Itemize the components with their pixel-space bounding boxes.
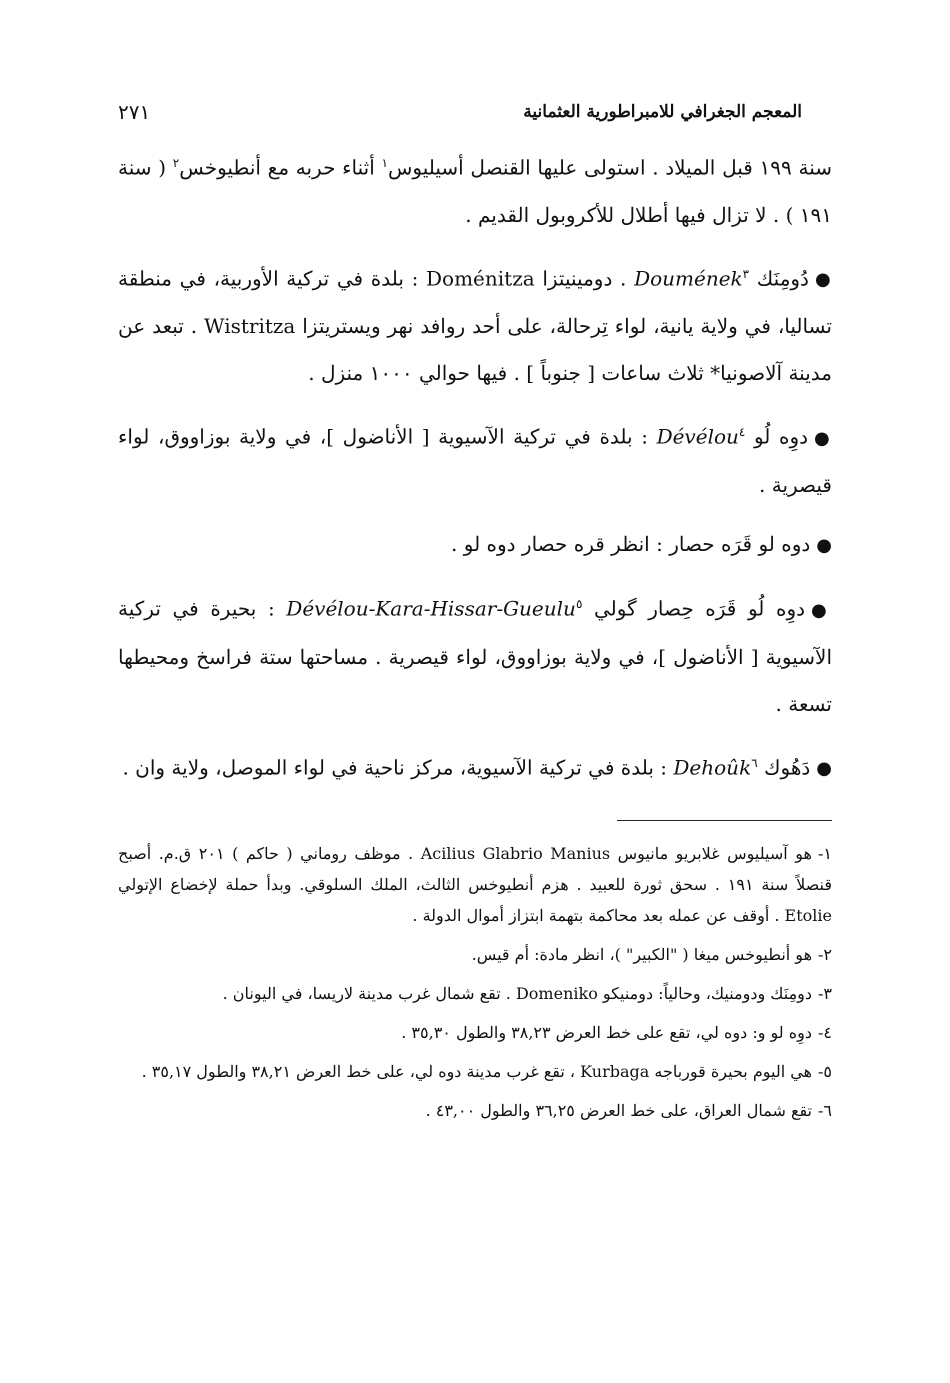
footnote-ref: ٦ xyxy=(751,755,758,770)
entry-body: : بحيرة في تركية الآسيوية [ الأناضول ]، في ولاية بوزاووق، لواء قيصرية . مساحتها ستة فراسخ ومحيطها تسعة . xyxy=(118,596,832,716)
footnote-text: دومِنَك ودومنيك، وحالياً: دومنيكو Domeniko . تقع شمال غرب مدينة لاريسا، في اليونان . xyxy=(222,984,812,1003)
footnote-number: ٤- xyxy=(818,1023,832,1042)
footnote xyxy=(118,939,832,970)
footnote xyxy=(118,1095,832,1126)
footnote-number: ٥- xyxy=(818,1062,832,1081)
footnote xyxy=(118,978,832,1009)
main-text xyxy=(118,140,832,804)
page-header xyxy=(118,92,832,132)
entry-headword: دوه لو قَرَه حصار xyxy=(669,531,811,556)
footnote-number: ٣- xyxy=(818,984,832,1003)
entry-headword: دوِه لُو xyxy=(753,424,809,449)
intro-paragraph xyxy=(118,140,832,239)
entry-dehouk xyxy=(118,740,832,793)
intro-text: سنة ١٩٩ قبل الميلاد . استولى عليها القنصل أسيليوس xyxy=(387,155,832,180)
footnote-ref: ٥ xyxy=(575,596,583,611)
entry-headword: دوِه لُو قَرَه حِصار گولي xyxy=(594,596,806,621)
footnote xyxy=(118,1017,832,1048)
entry-latin-name: Dehoûk xyxy=(673,755,752,780)
entry-headword: دُومِنَك xyxy=(756,266,809,291)
bullet-icon: ● xyxy=(816,534,832,556)
footnote-number: ١- xyxy=(817,844,832,863)
footnote-ref: ٤ xyxy=(738,425,746,440)
footnotes xyxy=(118,838,832,1134)
entry-body: . دومينيتزا Doménitza : بلدة في تركية الأوربية، في منطقة تساليا، في ولاية يانية، لواء تِرحالة، على أحد روافد نهر ويستريتزا Wistritza . تبعد عن مدينة آلاصونيا* ثلاث ساعات [ جنوباً ] . فيها حوالي ١٠٠٠ منزل . xyxy=(118,266,833,386)
footnote-ref: ٣ xyxy=(742,266,750,281)
page-number: ٢٧١ xyxy=(118,100,151,124)
footnote-ref: ١ xyxy=(381,156,388,170)
footnote-text: هو آسيليوس غلابريو مانيوس Acilius Glabrio Manius . موظف روماني ( حاكم ) ٢٠١ ق.م. أصبح قنصلاً سنة ١٩١ . سحق ثورة للعبيد . هزم أنطيوخس الثالث، الملك السلوقي. وبدأ حملة لإخضاع الإتولي Etolie . أوقف عن عمله بعد محاكمة بتهمة ابتزاز أموال الدولة . xyxy=(118,844,832,925)
entry-body: : انظر قره حصار دوه لو . xyxy=(451,531,670,556)
bullet-icon: ● xyxy=(816,758,832,780)
footnote-text: هو أنطيوخس ميغا ( "الكبير" )، انظر مادة: أم قيس. xyxy=(471,945,812,964)
footnote-divider xyxy=(617,820,832,821)
entry-develou xyxy=(118,409,832,509)
footnote-ref: ٢ xyxy=(172,156,180,170)
running-title: المعجم الجغرافي للامبراطورية العثمانية xyxy=(523,102,802,122)
intro-text-2: أثناء حربه مع أنطيوخس xyxy=(179,155,382,180)
entry-latin-name: Doumének xyxy=(634,266,743,291)
entry-latin-name: Dévélou-Kara-Hissar-Gueulu xyxy=(286,596,576,621)
entry-doumenek xyxy=(118,251,832,398)
entry-develou-kara-hissar-gueulu xyxy=(118,581,832,728)
bullet-icon: ● xyxy=(814,269,832,291)
bullet-icon: ● xyxy=(811,599,832,621)
intro-text-3: ( سنة ١٩١ ) . لا تزال فيها أطلال للأكروبول القديم . xyxy=(118,155,832,227)
bullet-icon: ● xyxy=(814,427,832,449)
footnote xyxy=(118,838,832,931)
footnote xyxy=(118,1056,832,1087)
entry-headword: دَهُوك xyxy=(764,755,811,780)
entry-body: : بلدة في تركية الآسيوية [ الأناضول ]، في ولاية بوزاووق، لواء قيصرية . xyxy=(118,424,832,497)
footnote-text: دوِه لو و: دوه لي، تقع على خط العرض ٣٨,٢٣ والطول ٣٥,٣٠ . xyxy=(401,1023,812,1042)
entry-body: : بلدة في تركية الآسيوية، مركز ناحية في لواء الموصل، ولاية وان . xyxy=(122,755,674,780)
entry-latin-name: Dévélou xyxy=(656,424,739,449)
entry-develou-kara-hissar xyxy=(118,521,832,569)
footnote-number: ٦- xyxy=(818,1101,832,1120)
footnote-text: تقع شمال العراق، على خط العرض ٣٦,٢٥ والطول ٤٣,٠٠ . xyxy=(425,1101,812,1120)
footnote-number: ٢- xyxy=(818,945,832,964)
footnote-text: هي اليوم بحيرة قورباجه Kurbaga ، تقع غرب مدينة دوه لي، على خط العرض ٣٨,٢١ والطول ٣٥,١٧ . xyxy=(141,1062,812,1081)
